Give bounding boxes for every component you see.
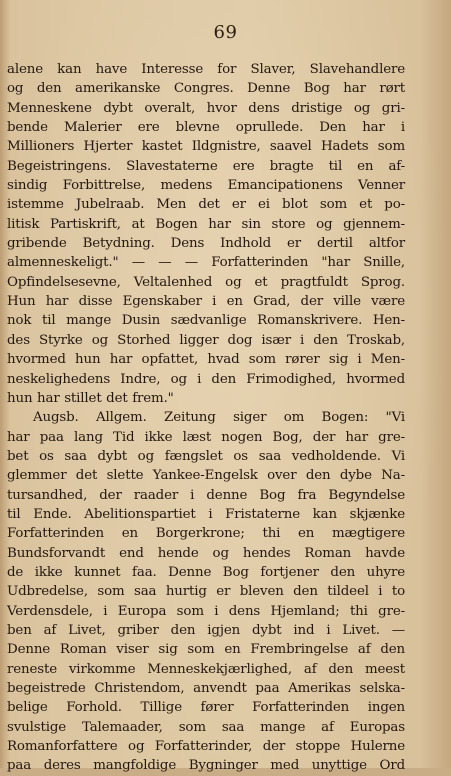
text-line: Menneskene dybt overalt, hvor dens dristige og gri- xyxy=(7,100,405,116)
text-line: begeistrede Christendom, anvendt paa Amerikas selska- xyxy=(7,681,405,696)
text-line: sindig Forbittrelse, medens Emancipationens Venner xyxy=(7,178,405,194)
text-line: til Ende. Abelitionspartiet i Fristaterne kan skjænke xyxy=(7,506,405,522)
text-line: de ikke kunnet faa. Denne Bog fortjener den uhyre xyxy=(7,564,405,580)
text-line: Augsb. Allgem. Zeitung siger om Bogen: "Vi xyxy=(33,410,405,426)
text-line: tursandhed, der raader i denne Bog fra Begyndelse xyxy=(7,487,405,503)
text-line: Denne Roman viser sig som en Frembringelse af den xyxy=(7,642,405,658)
text-line: almenneskeligt." — — — Forfatterinden "har Snille, xyxy=(7,255,405,271)
text-line: Romanforfattere og Forfatterinder, der stoppe Hulerne xyxy=(7,739,405,755)
text-line: bende Malerier ere blevne oprullede. Den har i xyxy=(7,120,405,136)
text-line: Millioners Hjerter kastet Ildgnistre, saavel Hadets som xyxy=(7,139,405,155)
text-line: istemme Jubelraab. Men det er ei blot som et po- xyxy=(7,197,405,213)
text-line: belige Forhold. Tillige fører Forfatterinden ingen xyxy=(7,700,405,716)
text-line: Hun har disse Egenskaber i en Grad, der ville være xyxy=(7,294,405,310)
text-line: gribende Betydning. Dens Indhold er dertil altfor xyxy=(7,236,405,252)
text-line: har paa lang Tid ikke læst nogen Bog, der har gre- xyxy=(7,429,405,445)
text-line: paa deres mangfoldige Bygninger med unyttige Ord xyxy=(7,758,405,774)
text-line: hun har stillet det frem." xyxy=(7,390,174,406)
text-line: Bundsforvandt end hende og hendes Roman havde xyxy=(7,545,405,561)
text-line: Opfindelsesevne, Veltalenhed og et pragtfuldt Sprog. xyxy=(7,274,405,290)
text-line: Verdensdele, i Europa som i dens Hjemland; thi gre- xyxy=(7,603,405,619)
text-line: reneste virkomme Menneskekjærlighed, af den meest xyxy=(7,661,405,677)
text-line: des Styrke og Storhed ligger dog især i den Troskab, xyxy=(7,332,405,348)
text-line: glemmer det slette Yankee-Engelsk over den dybe Na- xyxy=(7,468,405,484)
text-line: Begeistringens. Slavestaterne ere bragte til en af- xyxy=(7,158,405,174)
text-line: Forfatterinden en Borgerkrone; thi en mægtigere xyxy=(7,526,405,542)
text-line: svulstige Talemaader, som saa mange af Europas xyxy=(7,719,405,735)
text-line: Udbredelse, som saa hurtig er bleven den tildeel i to xyxy=(7,584,405,600)
text-line: alene kan have Interesse for Slaver, Slavehandlere xyxy=(7,62,405,77)
body-text xyxy=(7,60,405,776)
text-line: nok til mange Dusin sædvanlige Romanskrivere. Hen- xyxy=(7,313,405,329)
text-line: ben af Livet, griber den igjen dybt ind i Livet. — xyxy=(7,622,405,638)
text-line: og den amerikanske Congres. Denne Bog har rørt xyxy=(7,81,405,97)
page-number: 69 xyxy=(213,22,238,43)
text-line: litisk Partiskrift, at Bogen har sin store og gjennem- xyxy=(7,216,405,232)
text-line: hvormed hun har opfattet, hvad som rører sig i Men- xyxy=(7,352,405,368)
text-line: bet os saa dybt og fængslet os saa vedholdende. Vi xyxy=(7,448,405,464)
text-line: neskelighedens Indre, og i den Frimodighed, hvormed xyxy=(7,371,405,387)
